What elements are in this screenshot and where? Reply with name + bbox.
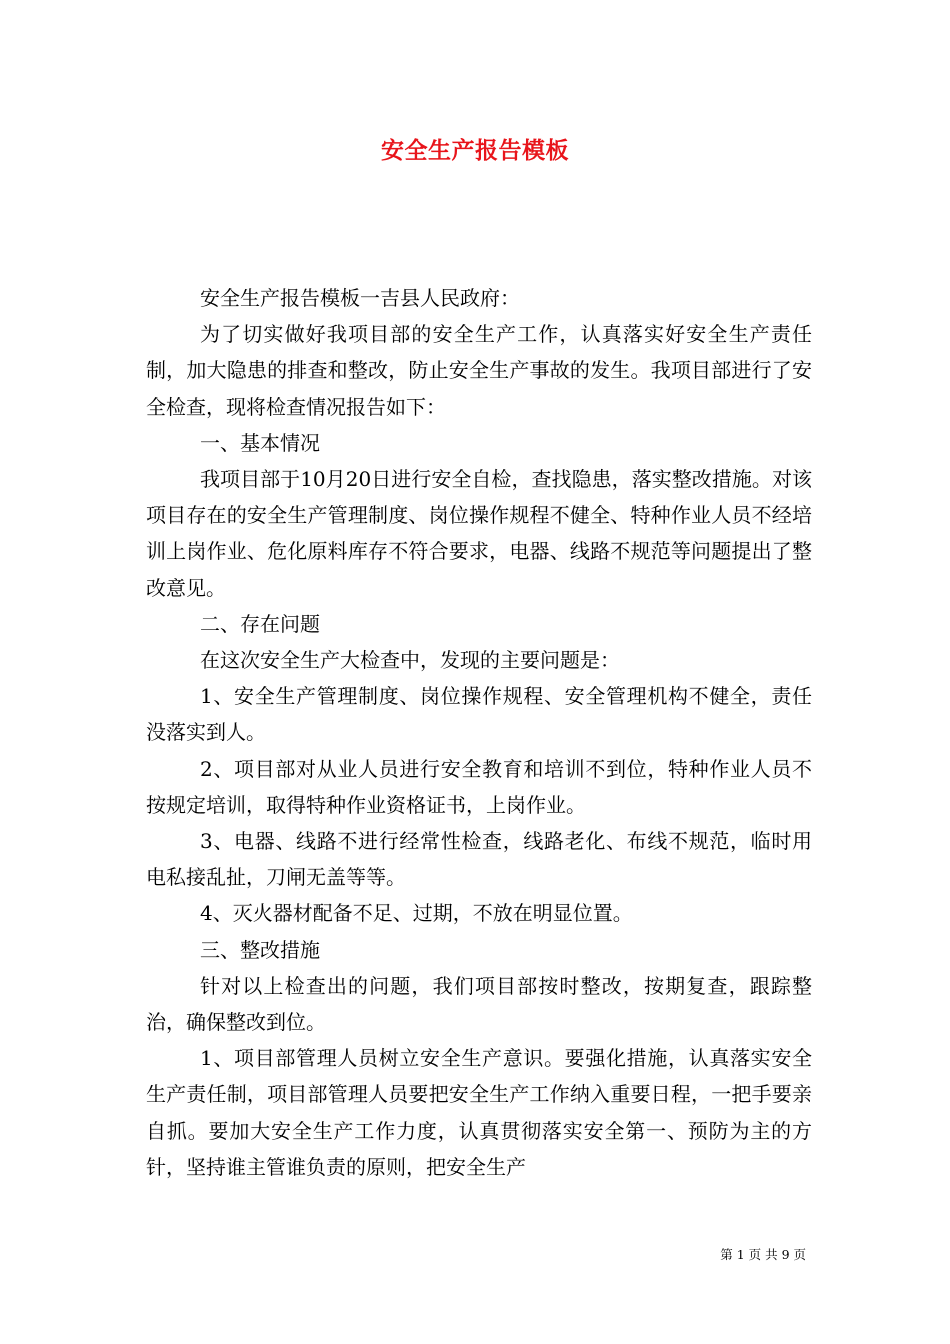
section-heading-problems: 二、存在问题 xyxy=(200,611,320,636)
document-title: 安全生产报告模板 xyxy=(381,137,569,164)
page-number-footer: 第 1 页 共 9 页 xyxy=(720,1247,806,1262)
paragraph-measures-intro: 针对以上检查出的问题，我们项目部按时整改，按期复查，跟踪整治，确保整改到位。 xyxy=(146,973,812,1035)
paragraph-basic-situation: 我项目部于10月20日进行安全自检，查找隐患，落实整改措施。对该项目存在的安全生产管理制度、岗位操作规程不健全、特种作业人员不经培训上岗作业、危化原料库存不符合要求，电器、线路不规范等问题提出了整改意见。 xyxy=(146,467,812,600)
list-item-problem-4: 4、灭火器材配备不足、过期，不放在明显位置。 xyxy=(200,901,633,926)
paragraph-intro: 为了切实做好我项目部的安全生产工作，认真落实好安全生产责任制，加大隐患的排查和整改，防止安全生产事故的发生。我项目部进行了安全检查，现将检查情况报告如下： xyxy=(146,322,812,419)
list-item-measure-1: 1、项目部管理人员树立安全生产意识。要强化措施，认真落实安全生产责任制，项目部管理人员要把安全生产工作纳入重要日程，一把手要亲自抓。要加大安全生产工作力度，认真贯彻落实安全第一、预防为主的方针，坚持谁主管谁负责的原则，把安全生产 xyxy=(146,1046,812,1179)
list-item-problem-1: 1、安全生产管理制度、岗位操作规程、安全管理机构不健全，责任没落实到人。 xyxy=(146,684,812,745)
list-item-problem-3: 3、电器、线路不进行经常性检查，线路老化、布线不规范，临时用电私接乱扯，刀闸无盖等等。 xyxy=(146,829,812,890)
section-heading-measures: 三、整改措施 xyxy=(200,937,320,962)
paragraph-salutation: 安全生产报告模板一吉县人民政府： xyxy=(200,286,520,310)
document-body xyxy=(146,280,812,1185)
paragraph-problems-intro: 在这次安全生产大检查中，发现的主要问题是： xyxy=(200,648,620,673)
list-item-problem-2: 2、项目部对从业人员进行安全教育和培训不到位，特种作业人员不按规定培训，取得特种作业资格证书，上岗作业。 xyxy=(146,756,812,817)
section-heading-basic-situation: 一、基本情况 xyxy=(200,430,320,455)
